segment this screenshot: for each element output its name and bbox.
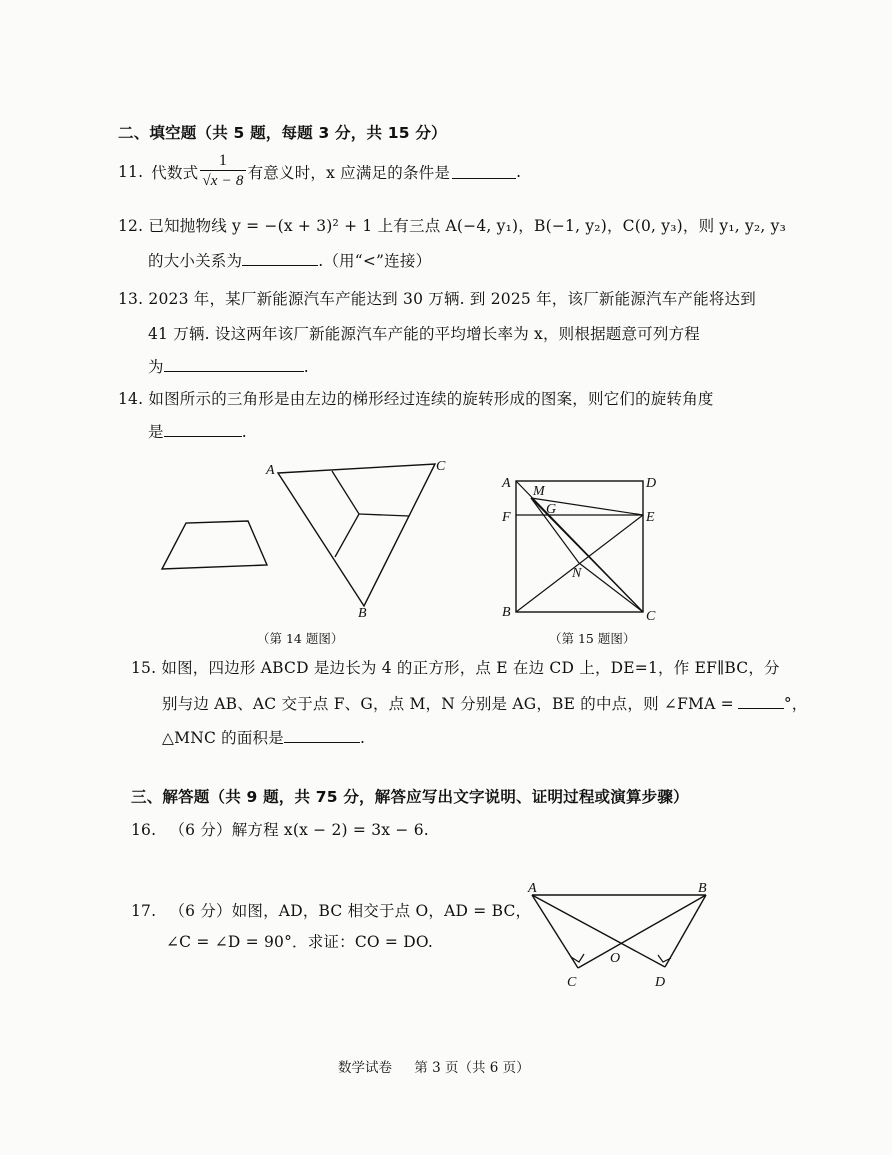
question-17-number: 17. [131,902,157,920]
segment-BC [578,895,706,968]
page-footer [338,1056,530,1076]
answer-blank-14 [164,422,242,437]
question-15-suffix-3: . [359,729,366,747]
label-C: C [646,609,656,624]
question-17-line-1 [131,899,531,921]
figure-17 [520,876,720,992]
question-12-number: 12. [118,217,144,235]
question-15-suffix-2: °， [783,695,808,713]
question-13-line-2: 41 万辆. 设这两年该厂新能源汽车产能的平均增长率为 x，则根据题意可列方程 [148,325,700,343]
footer-page-number: 第 3 页（共 6 页） [414,1060,530,1076]
question-14-suffix: . [241,423,247,441]
label-G: G [546,502,557,517]
question-12-suffix: .（用“<”连接） [318,252,432,270]
label-A: A [266,463,275,478]
question-13-number: 13. [118,290,144,308]
question-12-text: 已知抛物线 y = −(x + 3)² + 1 上有三点 A(−4, y₁)，B(−1, y₂)，C(0, y₃)，则 y₁, y₂, y₃ [148,217,787,235]
question-16 [131,818,429,840]
question-17-text-1: （6 分）如图，AD，BC 相交于点 O，AD = BC， [169,902,532,920]
question-14-line-2 [148,420,247,442]
question-14-line-1 [118,387,714,409]
question-15-text-1: 如图，四边形 ABCD 是边长为 4 的正方形，点 E 在边 CD 上，DE=1，作 EF∥BC，分 [161,659,780,677]
label-N: N [572,566,582,581]
question-15-line-2 [162,692,807,714]
inner-line-1 [332,471,359,557]
question-13-suffix: . [303,358,309,376]
figure-15 [497,470,672,630]
question-12-line-1 [118,214,786,236]
fraction-numerator: 1 [218,152,228,169]
segment-BD [665,895,706,967]
question-11 [118,152,521,191]
label-A: A [528,881,537,896]
question-11-number: 11. [118,162,144,181]
label-C: C [567,975,577,990]
question-17-line-2: ∠C = ∠D = 90°．求证：CO = DO. [166,933,433,951]
question-14-text-1: 如图所示的三角形是由左边的梯形经过连续的旋转形成的图案，则它们的旋转角度 [148,390,714,408]
figure-14 [150,450,470,625]
question-12-prefix: 的大小关系为 [148,252,243,270]
label-A: A [502,476,511,491]
label-O: O [610,951,621,966]
answer-blank-12 [242,251,318,266]
section-3-heading: 三、解答题（共 9 题，共 75 分，解答应写出文字说明、证明过程或演算步骤） [131,788,689,806]
footer-subject: 数学试卷 [338,1060,392,1076]
question-16-number: 16. [131,821,157,839]
question-12-line-2 [148,249,431,271]
label-C: C [436,459,446,474]
label-D: D [655,975,666,990]
figure-15-caption: （第 15 题图） [549,631,636,646]
question-13-line-3 [148,355,309,377]
figure-14-caption: （第 14 题图） [257,631,344,646]
question-11-suffix: 有意义时，x 应满足的条件是 [247,163,451,182]
question-15-number: 15. [131,659,157,677]
label-F: F [502,510,511,525]
label-B: B [358,606,367,621]
trapezoid-shape [162,521,267,569]
question-15-line-3 [162,726,365,748]
question-13-text-1: 2023 年，某厂新能源汽车产能达到 30 万辆. 到 2025 年，该厂新能源汽车产能将达到 [148,290,756,308]
question-13-line-1 [118,287,756,309]
answer-blank-15a [738,694,784,709]
label-D: D [646,476,657,491]
label-B: B [502,605,511,620]
question-16-text: （6 分）解方程 x(x − 2) = 3x − 6. [169,821,429,839]
answer-blank-13 [164,357,304,372]
question-14-number: 14. [118,390,144,408]
answer-blank-11 [452,164,516,179]
answer-blank-15b [284,728,360,743]
question-15-line-1 [131,656,780,678]
section-2-heading: 二、填空题（共 5 题，每题 3 分，共 15 分） [118,124,447,142]
triangle-shape [278,464,435,606]
inner-line-2 [359,514,409,516]
question-14-prefix: 是 [148,423,164,441]
fraction-denominator: √x − 8 [200,170,245,191]
question-11-end: . [516,162,522,181]
question-15-prefix-2: 别与边 AB、AC 交于点 F、G，点 M，N 分别是 AG，BE 的中点，则 ∠FMA = [162,695,734,713]
label-E: E [646,510,655,525]
label-B: B [698,881,707,896]
question-11-fraction [200,152,245,191]
question-13-prefix: 为 [148,358,164,376]
label-M: M [533,484,545,499]
segment-NC [579,563,643,612]
question-11-prefix: 代数式 [151,163,199,182]
question-15-prefix-3: △MNC 的面积是 [162,729,284,747]
